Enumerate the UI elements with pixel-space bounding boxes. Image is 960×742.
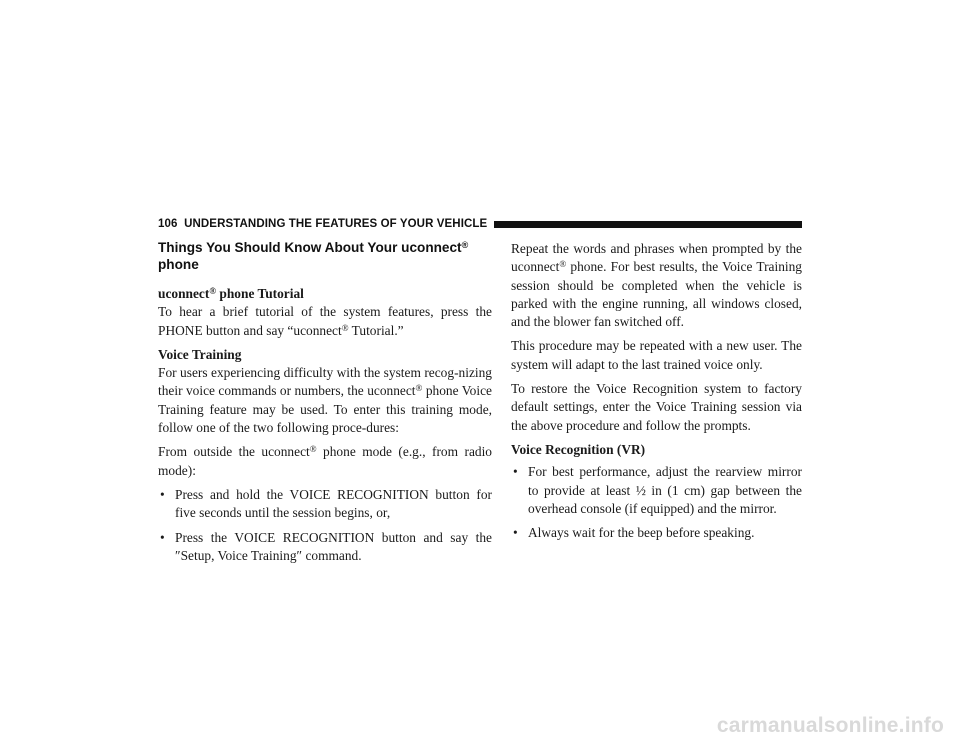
repeat-text: Repeat the words and phrases when prompted by the uconnect® phone. For best results, the Voice Training session should be completed when the vehicle is parked with the engine running, all windows closed, and the blower fan switched off. xyxy=(511,241,802,330)
list-item: • Press and hold the VOICE RECOGNITION button for five seconds until the session begins, or, xyxy=(160,486,492,521)
running-header xyxy=(158,216,802,232)
vr-heading: Voice Recognition (VR) xyxy=(511,441,646,457)
registered-mark: ® xyxy=(461,240,469,250)
registered-mark: ® xyxy=(559,259,567,270)
bullet-icon: • xyxy=(513,464,518,480)
tutorial-heading: uconnect® phone Tutorial xyxy=(158,286,304,301)
page-header-text xyxy=(158,218,487,230)
left-column xyxy=(158,240,492,571)
registered-mark: ® xyxy=(341,322,349,333)
list-item: • For best performance, adjust the rearview mirror to provide at least ½ in (1 cm) gap between the overhead console (if equipped) and the mirror. xyxy=(513,464,802,516)
watermark: carmanualsonline.info xyxy=(716,714,944,737)
procedure-text: This procedure may be repeated with a new user. The system will adapt to the last trained voice only. xyxy=(511,338,802,372)
section-title: Things You Should Know About Your uconnect® phone xyxy=(158,240,469,272)
bullet-icon: • xyxy=(160,529,165,545)
registered-mark: ® xyxy=(309,444,317,455)
running-title: UNDERSTANDING THE FEATURES OF YOUR VEHICLE xyxy=(184,218,488,230)
list-item: • Always wait for the beep before speaking. xyxy=(511,524,802,542)
bullet-icon: • xyxy=(160,486,165,502)
registered-mark: ® xyxy=(209,286,217,296)
bullet-icon: • xyxy=(513,525,518,541)
restore-text: To restore the Voice Recognition system to factory default settings, enter the Voice Training session via the above procedure and follow the prompts. xyxy=(511,381,802,433)
page-number: 106 xyxy=(158,218,178,230)
tutorial-text: To hear a brief tutorial of the system features, press the PHONE button and say “uconnect® Tutorial.” xyxy=(158,304,492,338)
header-rule xyxy=(494,221,802,228)
voice-training-text: For users experiencing difficulty with the system recog-nizing their voice commands or numbers, the uconnect® phone Voice Training feature may be used. To enter this training mode, follow one of the two following proce-dures: xyxy=(158,365,492,436)
list-item: • Press the VOICE RECOGNITION button and say the ″Setup, Voice Training″ command. xyxy=(160,529,492,563)
right-column xyxy=(511,240,802,548)
voice-training-heading: Voice Training xyxy=(158,346,242,362)
registered-mark: ® xyxy=(415,383,423,394)
outside-mode-text: From outside the uconnect® phone mode (e.g., from radio mode): xyxy=(158,444,492,478)
